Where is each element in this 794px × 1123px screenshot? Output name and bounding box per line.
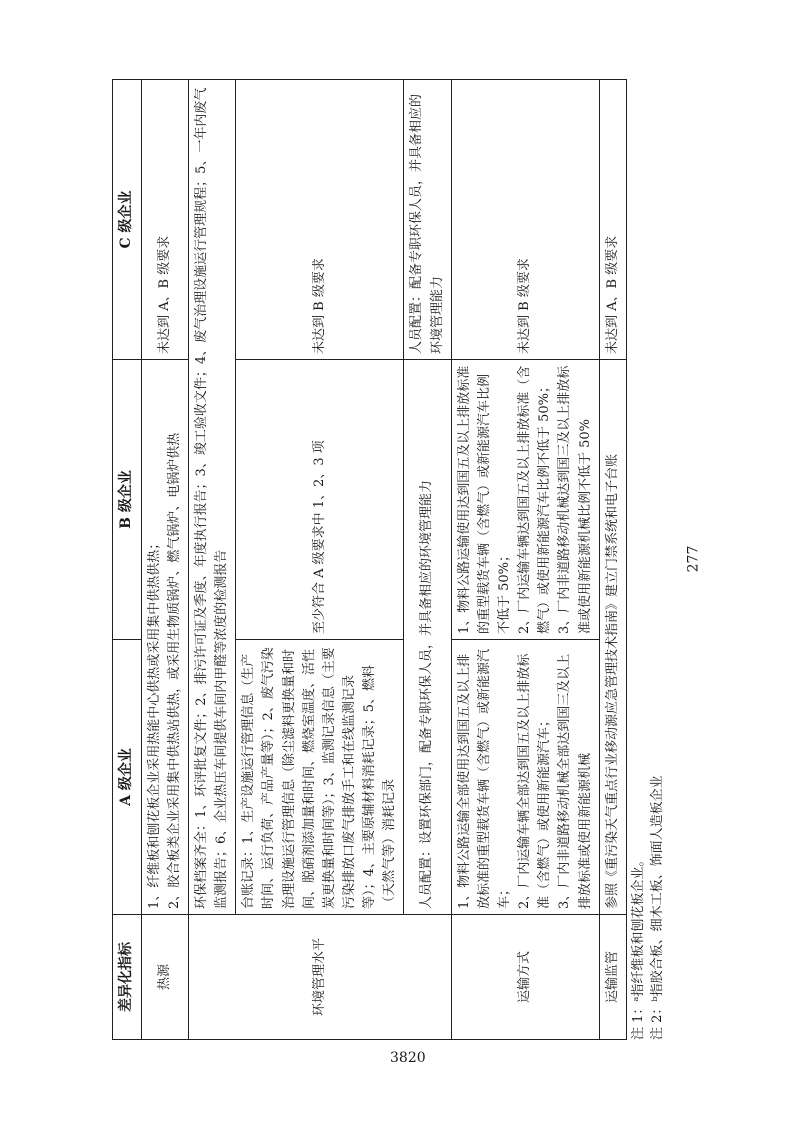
supervision-label: 运输监管 — [599, 915, 626, 1040]
note-2: 注 2：ᵇ指胶合板、细木工板、饰面人造板企业 — [650, 775, 666, 1040]
env-ledger-a: 台账记录：1、生产设施运行管理信息（生产时间、运行负荷、产品产量等）；2、废气污染治理设施运行管理信息（除尘滤料更换量和时间、脱硝剂添加量和时间、燃烧室温度、活性炭更换量和时间等）；3、监测记录信息（主要污染排放口废气排放手工和在线监测记录等）；4、主要原辅材料消耗记录；5、燃料（天然气等）消耗记录 — [236, 640, 404, 915]
env-staff-ab: 人员配置：设置环保部门，配备专职环保人员，并具备相应的环境管理能力 — [404, 360, 451, 915]
transport-a-item: 2、厂内运输车辆全部达到国五及以上排放标准（含燃气）或使用新能源汽车； — [517, 653, 553, 909]
header-a: A 级企业 — [113, 640, 142, 915]
page-number-left: 3820 — [390, 1050, 426, 1066]
heat-ab-line2: 2、胶合板类企业采用集中供热站供热，或采用生物质锅炉、燃气锅炉、电锅炉供热 — [166, 432, 182, 909]
transport-label: 运输方式 — [451, 915, 599, 1040]
header-row — [113, 80, 142, 1040]
transport-a-item: 1、物料公路运输全部使用达到国五及以上排放标准的重型载货车辆（含燃气）或新能源汽车； — [456, 648, 512, 909]
rotated-table-area — [112, 80, 666, 1040]
transport-b-item: 1、物料公路运输使用达到国五及以上排放标准的重型载货车辆（含燃气）或新能源汽车比例不低于 50%； — [456, 365, 512, 634]
header-b: B 级企业 — [113, 360, 142, 640]
row-supervision — [599, 80, 626, 1040]
transport-b-item: 2、厂内运输车辆达到国五及以上排放标准（含燃气）或使用新能源汽车比例不低于 50%； — [517, 365, 553, 634]
transport-b — [451, 360, 599, 640]
transport-a — [451, 640, 599, 915]
header-c: C 级企业 — [113, 80, 142, 360]
row-env-staff — [404, 80, 451, 1040]
table-notes — [629, 80, 668, 1040]
env-staff-c: 人员配置：配备专职环保人员，并具备相应的环境管理能力 — [404, 80, 451, 360]
transport-b-item: 3、厂内非道路移动机械达到国三及以上排放标准或使用新能源机械比例不低于 50% — [557, 365, 593, 634]
transport-a-item: 3、厂内非道路移动机械全部达到国三及以上排放标准或使用新能源机械 — [557, 653, 593, 909]
row-env-archive — [188, 80, 235, 1040]
env-ledger-c: 未达到 B 级要求 — [236, 80, 404, 360]
heat-ab-line1: 1、纤维板和刨花板企业采用热能中心供热或采用集中供热供热； — [146, 536, 162, 909]
heat-ab — [141, 360, 188, 915]
classification-table — [112, 79, 627, 1040]
note-1: 注 1：ᵃ指纤维板和刨花板企业。 — [630, 853, 646, 1040]
heat-label: 热源 — [141, 915, 188, 1040]
row-transport — [451, 80, 599, 1040]
env-ledger-b: 至少符合 A 级要求中 1、2、3 项 — [236, 360, 404, 640]
env-archive: 环保档案齐全：1、环评批复文件；2、排污许可证及季度、年度执行报告；3、竣工验收文件；4、废气治理设施运行管理规程；5、一年内废气监测报告；6、企业热压车间提供车间内甲醛等浓度的检测报告 — [188, 80, 235, 915]
header-indicator: 差异化指标 — [113, 915, 142, 1040]
supervision-c: 未达到 A、B 级要求 — [599, 80, 626, 360]
page-number-right: 277 — [685, 545, 702, 573]
env-label: 环境管理水平 — [188, 915, 451, 1040]
transport-c: 未达到 B 级要求 — [451, 80, 599, 360]
supervision-ab: 参照《重污染天气重点行业移动源应急管理技术指南》建立门禁系统和电子台账 — [599, 360, 626, 915]
row-heat — [141, 80, 188, 1040]
heat-c: 未达到 A、B 级要求 — [141, 80, 188, 360]
row-env-ledger — [236, 80, 404, 1040]
